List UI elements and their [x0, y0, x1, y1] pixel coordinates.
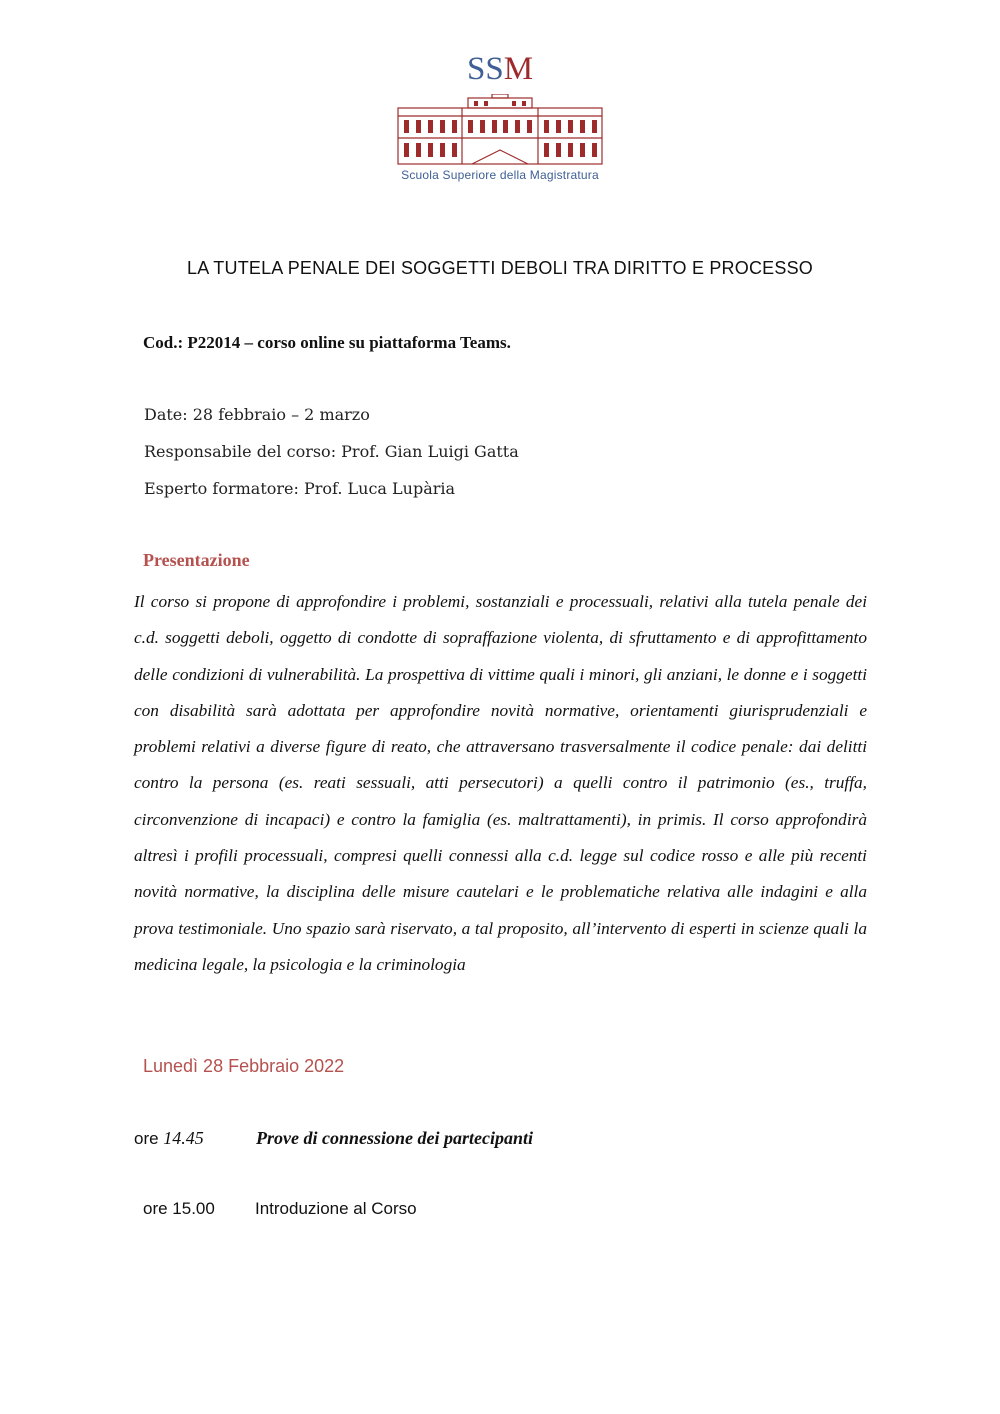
day-heading: Lunedì 28 Febbraio 2022	[143, 1056, 345, 1076]
course-responsible: Responsabile del corso: Prof. Gian Luigi Gatta	[144, 442, 519, 461]
course-code-line: Cod.: P22014 – corso online su piattaforma Teams.	[143, 333, 511, 352]
presentation-heading: Presentazione	[143, 550, 250, 570]
course-dates: Date: 28 febbraio – 2 marzo	[144, 405, 370, 424]
schedule-title-2: Introduzione al Corso	[255, 1199, 417, 1218]
schedule-time-2: ore 15.00	[143, 1199, 215, 1218]
ssm-logo	[388, 50, 612, 190]
schedule-title-1: Prove di connessione dei partecipanti	[256, 1128, 533, 1148]
course-expert: Esperto formatore: Prof. Luca Lupària	[144, 479, 456, 498]
schedule-time-1: ore 14.45	[134, 1128, 204, 1148]
palace-building-icon	[396, 94, 604, 166]
logo-monogram: SSM	[466, 51, 534, 87]
course-title: LA TUTELA PENALE DEI SOGGETTI DEBOLI TRA DIRITTO E PROCESSO	[187, 258, 813, 278]
presentation-text: Il corso si propone di approfondire i problemi, sostanziali e processuali, relativi alla tutela penale dei c.d. soggetti deboli, oggetto di condotte di sopraffazione violenta, di sfruttamento e di approfittamento delle condizioni di vulnerabilità. La prospettiva di vittime quali i minori, gli anziani, le donne e i soggetti con disabilità sarà adottata per approfondire novità normative, orientamenti giurisprudenziali e problemi relativi a diverse figure di reato, che attraversano trasversalmente il codice penale: dai delitti contro la persona (es. reati sessuali, atti persecutori) a quelli contro il patrimonio (es., truffa, circonvenzione di incapaci) e contro la famiglia (es. maltrattamenti), in primis. Il corso approfondirà altresì i profili processuali, compresi quelli connessi alla c.d. legge sul codice rosso e alle più recenti novità normative, la disciplina delle misure cautelari e le problematiche relativa alle indagini e alla prova testimoniale. Uno spazio sarà riservato, a tal proposito, all’intervento di esperti in scienze quali la medicina legale, la psicologia e la criminologia	[134, 592, 867, 974]
logo-institution-name: Scuola Superiore della Magistratura	[401, 168, 599, 182]
